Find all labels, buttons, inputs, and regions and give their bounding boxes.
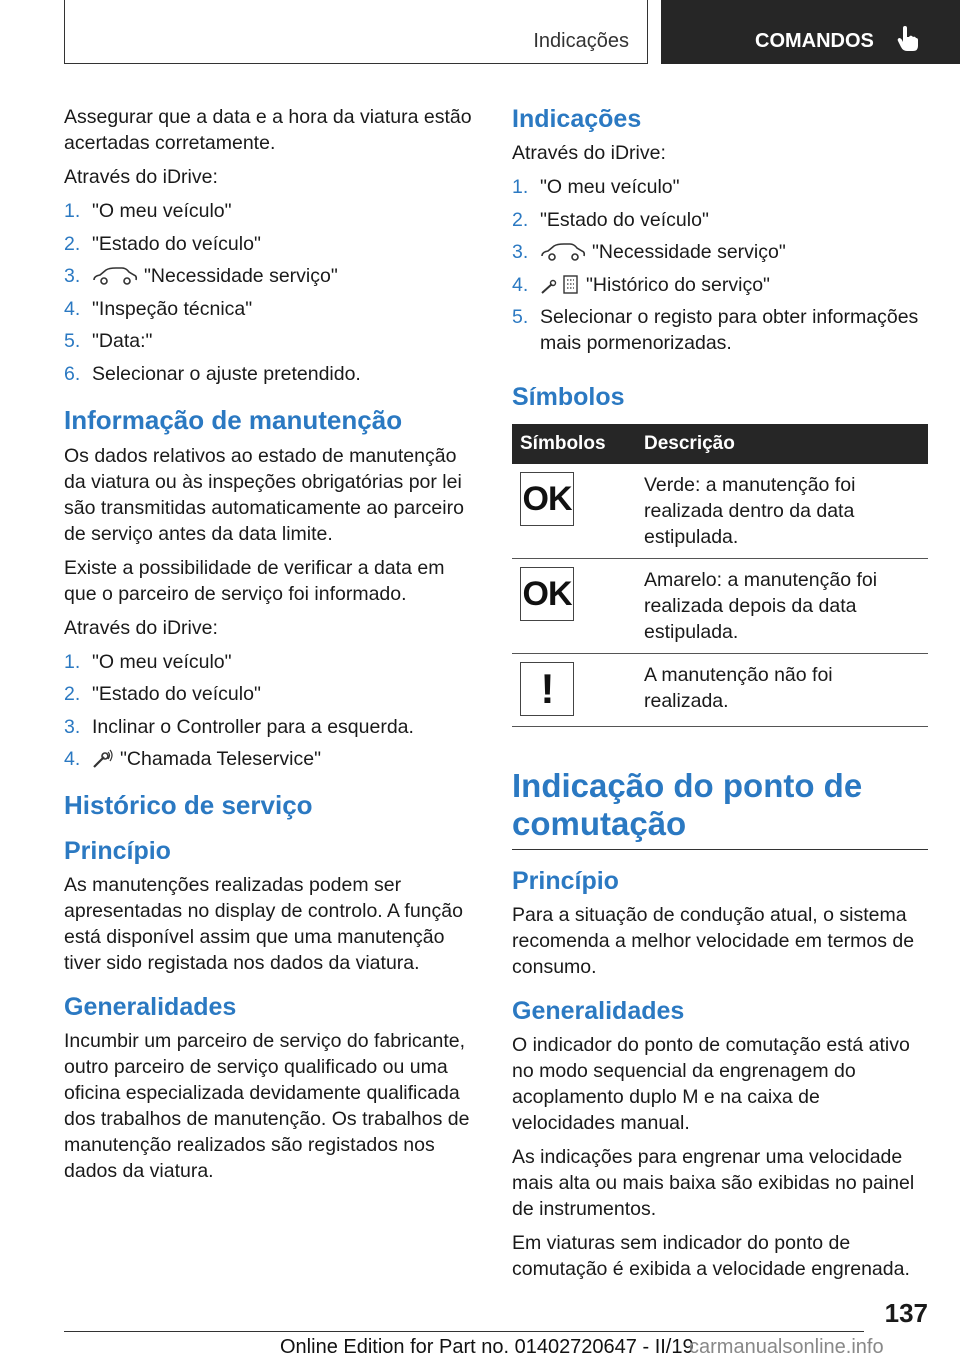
list-item (64, 263, 478, 289)
list-item (512, 304, 928, 356)
symbol-cell (512, 464, 636, 559)
list-item (512, 174, 928, 200)
list-number: 1. (64, 650, 81, 673)
list-number: 4. (64, 297, 81, 320)
paragraph: Assegurar que a data e a hora da viatura estão acertadas corretamente. (64, 106, 472, 154)
heading-symbols: Símbolos (512, 383, 625, 411)
list-number: 5. (512, 306, 529, 328)
paragraph: Em viaturas sem indicador do ponto de comutação é exibida a velocidade engrenada. (512, 1232, 910, 1280)
list-text: "Inspeção técnica" (92, 297, 253, 320)
table-row (512, 559, 928, 654)
exclamation-symbol-icon: ! (520, 662, 574, 716)
ok-symbol-icon: OK (520, 567, 574, 621)
table-header-description: Descrição (636, 424, 928, 464)
list-text: Selecionar o ajuste pretendido. (92, 362, 361, 385)
list-number: 3. (64, 715, 81, 738)
heading-principle: Princípio (512, 867, 619, 895)
car-icon (92, 266, 138, 286)
list-item (64, 714, 478, 740)
car-icon (540, 242, 586, 262)
list-text: "Estado do veículo" (92, 232, 261, 255)
list-item (512, 207, 928, 233)
heading-maintenance-info: Informação de manutenção (64, 404, 403, 435)
paragraph: O indicador do ponto de comutação está ativo no modo sequencial da engrenagem do acoplamento duplo M e na caixa de velocidades manual. (512, 1034, 910, 1134)
list-item (64, 328, 478, 354)
footer-edition: Online Edition for Part no. 01402720647 - II/19 (280, 1336, 694, 1358)
paragraph: Existe a possibilidade de verificar a data em que o parceiro de serviço foi informado. (64, 556, 445, 605)
list-text: "O meu veículo" (92, 650, 232, 673)
list-text: "Necessidade serviço" (592, 241, 786, 263)
list-text: Inclinar o Controller para a esquerda. (92, 715, 414, 738)
heading-general: Generalidades (512, 997, 685, 1025)
list-text: "Histórico do serviço" (586, 273, 770, 296)
heading-shift-point: Indicação do ponto de comutação (512, 767, 928, 850)
right-column (512, 104, 928, 1290)
table-header-row (512, 424, 928, 464)
list-number: 5. (64, 330, 81, 352)
paragraph: As indicações para engrenar uma velocidade mais alta ou mais baixa são exibidas no painel de instrumentos. (512, 1146, 915, 1220)
list-number: 1. (512, 176, 529, 198)
list-item (64, 649, 478, 675)
list-item (64, 746, 478, 772)
table-row (512, 654, 928, 727)
list-number: 3. (64, 265, 81, 287)
footer-watermark: carmanualsonline.info (689, 1336, 884, 1358)
description-cell: Amarelo: a manutenção foi realizada depois da data estipulada. (636, 559, 928, 654)
symbol-cell (512, 654, 636, 727)
header-chapter-title: COMANDOS (755, 30, 874, 52)
list-item (64, 361, 478, 387)
header-section-box (64, 0, 648, 64)
left-column (64, 104, 478, 1192)
pointing-hand-icon (897, 26, 919, 52)
paragraph: Através do iDrive: (64, 616, 218, 639)
list-item (64, 296, 478, 322)
list-number: 2. (64, 232, 81, 255)
list-text: "Necessidade serviço" (144, 265, 338, 287)
footer-divider (64, 1331, 864, 1332)
list-text: "O meu veículo" (92, 200, 232, 222)
description-cell: A manutenção não foi realizada. (636, 654, 928, 727)
paragraph: Através do iDrive: (64, 166, 218, 188)
paragraph: As manutenções realizadas podem ser apresentadas no display de controlo. A função está disponível assim que uma manutenção tiver sido registada nos dados da viatura. (64, 874, 463, 974)
paragraph: Os dados relativos ao estado de manutenção da viatura ou às inspeções obrigatórias por lei são transmitidas automaticamente ao parceiro de serviço antes da data limite. (64, 444, 464, 545)
wrench-signal-icon (92, 749, 114, 769)
steps-list (64, 649, 478, 773)
heading-indications: Indicações (512, 105, 642, 133)
heading-general: Generalidades (64, 993, 237, 1021)
header-chapter-box (661, 0, 960, 64)
list-item (512, 239, 928, 265)
list-item (64, 231, 478, 257)
table-header-symbols: Símbolos (512, 424, 636, 464)
steps-list (64, 198, 478, 387)
list-number: 4. (512, 273, 529, 296)
list-number: 1. (64, 200, 81, 222)
heading-principle: Princípio (64, 837, 171, 865)
table-row (512, 464, 928, 559)
header-section-title: Indicações (533, 30, 629, 52)
list-text: Selecionar o registo para obter informações mais pormenorizadas. (540, 306, 919, 354)
page-number: 137 (884, 1298, 928, 1328)
list-item (64, 681, 478, 707)
paragraph: Através do iDrive: (512, 142, 666, 164)
list-text: "Estado do veículo" (540, 208, 709, 231)
list-text: "Estado do veículo" (92, 683, 261, 705)
symbols-table (512, 424, 928, 727)
list-item (64, 198, 478, 224)
service-history-icon (540, 275, 580, 295)
paragraph: Incumbir um parceiro de serviço do fabricante, outro parceiro de serviço qualificado ou uma oficina especializada devidamente qualificada dos trabalhos de manutenção. Os trabalhos de manutenção realizados são registados nos dados da viatura. (64, 1030, 470, 1182)
list-number: 6. (64, 362, 81, 385)
list-number: 2. (512, 208, 529, 231)
symbol-cell (512, 559, 636, 654)
list-text: "Data:" (92, 330, 153, 352)
steps-list (512, 174, 928, 356)
list-item (512, 272, 928, 298)
list-text: "O meu veículo" (540, 176, 680, 198)
list-number: 2. (64, 683, 81, 705)
heading-service-history: Histórico de serviço (64, 790, 313, 820)
list-number: 3. (512, 241, 529, 263)
description-cell: Verde: a manutenção foi realizada dentro da data estipulada. (636, 464, 928, 559)
paragraph: Para a situação de condução atual, o sistema recomenda a melhor velocidade em termos de consumo. (512, 904, 915, 978)
list-number: 4. (64, 748, 81, 770)
ok-symbol-icon: OK (520, 472, 574, 526)
list-text: "Chamada Teleservice" (120, 748, 321, 770)
